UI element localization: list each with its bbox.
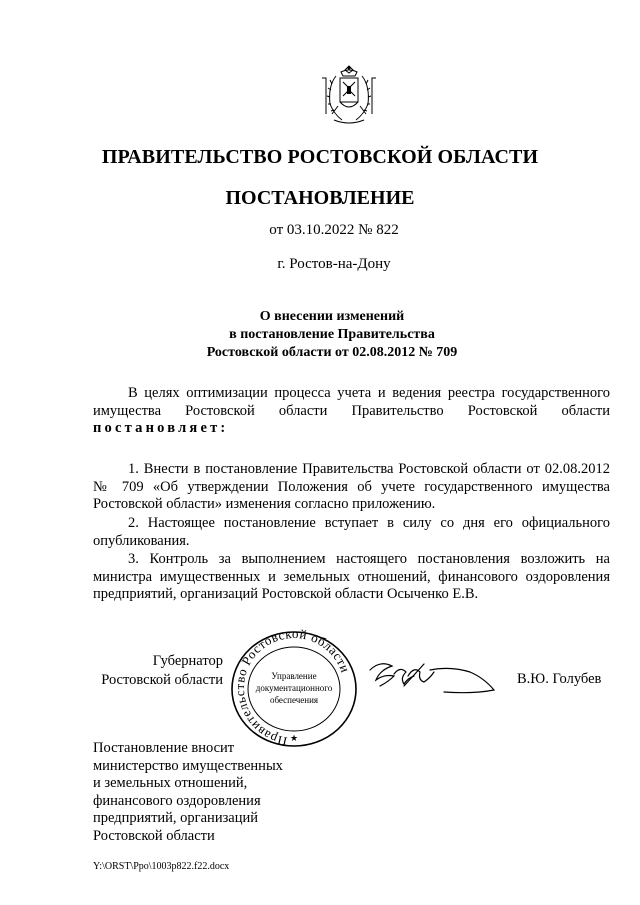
signer-position-line: Губернатор — [152, 653, 223, 669]
contributor-line: предприятий, организаций — [93, 810, 259, 826]
contributor-line: и земельных отношений, — [93, 775, 248, 791]
stamp-star-icon: ★ — [289, 733, 299, 743]
stamp-inner-line: документационного — [255, 683, 333, 693]
contributor-line: Ростовской области — [93, 827, 215, 844]
document-city: г. Ростов-на-Дону — [277, 256, 391, 272]
subject-line: в постановление Правительства — [229, 327, 435, 342]
paragraph-1: 1. Внести в постановление Правительства Ростовской области от 02.08.2012 № 709 «Об утверждении Положения об учете государственного имущества Ростовской области» изменения согласно приложению. — [93, 461, 610, 512]
government-title: ПРАВИТЕЛЬСТВО РОСТОВСКОЙ ОБЛАСТИ — [101, 146, 539, 168]
contributor-line: финансового оздоровления — [93, 792, 261, 809]
coat-of-arms-emblem — [314, 62, 384, 126]
signer-name: В.Ю. Голубев — [517, 671, 602, 687]
stamp-seal-icon — [228, 628, 360, 750]
contributor-line: министерство имущественных — [93, 757, 283, 774]
contributor-line: Постановление вносит — [93, 740, 235, 756]
stamp-inner-line: Управление — [271, 671, 317, 681]
decree-word: постановляет: — [93, 420, 229, 436]
file-path: Y:\ORST\Ppo\1003p822.f22.docx — [93, 861, 230, 872]
subject-line: О внесении изменений — [259, 309, 405, 324]
coat-of-arms-icon — [314, 62, 384, 126]
preamble-paragraph — [93, 385, 610, 438]
contributor-block — [93, 740, 283, 845]
signer-position-line: Ростовской области — [101, 672, 223, 688]
document-date-number: от 03.10.2022 № 822 — [269, 222, 399, 238]
document-type: ПОСТАНОВЛЕНИЕ — [225, 187, 415, 209]
handwritten-signature — [364, 656, 504, 696]
paragraph-2: 2. Настоящее постановление вступает в силу со дня его официального опубликования. — [93, 515, 610, 549]
official-stamp — [228, 628, 360, 750]
preamble-text: В целях оптимизации процесса учета и ведения реестра государственного имущества Ростовской области Правительство Ростовской области — [93, 385, 610, 419]
stamp-inner-line: обеспечения — [269, 695, 319, 705]
signature-icon — [364, 656, 504, 696]
stamp-ring-text: Правительство Ростовской области — [231, 628, 354, 750]
document-subject — [12, 308, 640, 362]
paragraph-3: 3. Контроль за выполнением настоящего постановления возложить на министра имущественных и земельных отношений, финансового оздоровления предприятий, организаций Ростовской области Осыченко Е.В. — [93, 551, 610, 602]
subject-line: Ростовской области от 02.08.2012 № 709 — [206, 345, 458, 360]
signer-position — [93, 652, 223, 690]
